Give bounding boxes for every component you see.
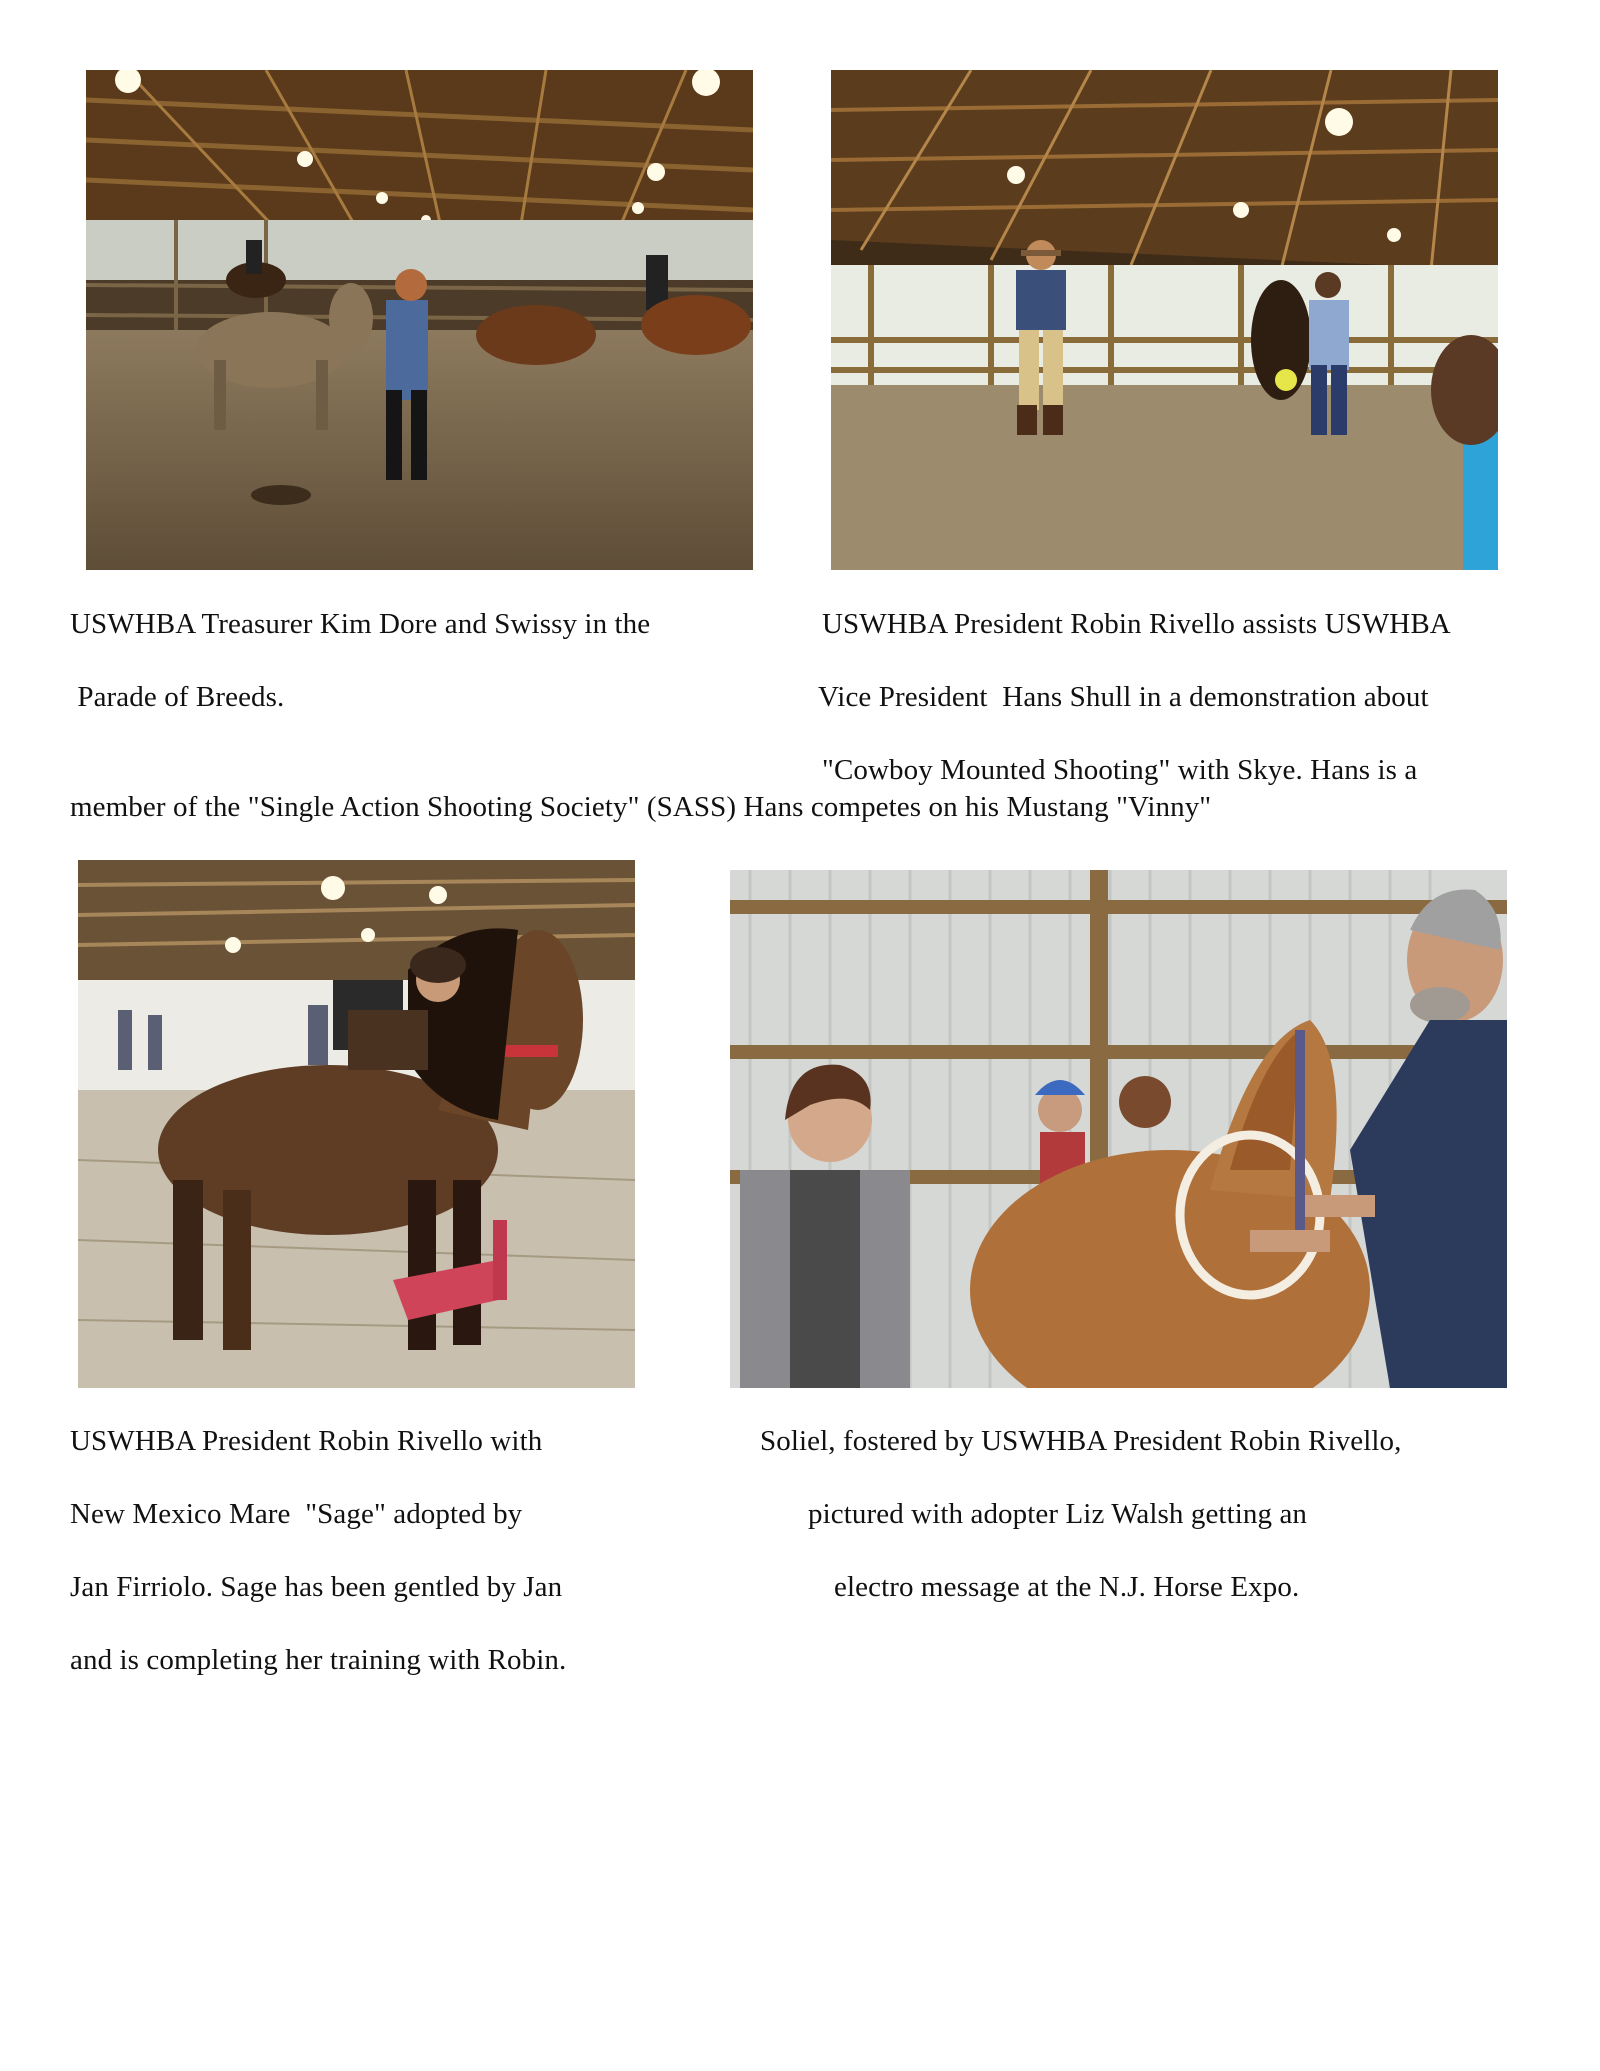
- caption-bottom-left-line-3: Jan Firriolo. Sage has been gentled by Jan: [70, 1571, 563, 1603]
- photo-soliel-liz-walsh: [730, 870, 1507, 1388]
- caption-full-width-line: member of the "Single Action Shooting Society" (SASS) Hans competes on his Mustang "Vinny": [70, 791, 1212, 823]
- photo-kim-dore-swissy: [86, 70, 753, 570]
- caption-top-right-line-1: USWHBA President Robin Rivello assists USWHBA: [822, 608, 1451, 640]
- caption-top-right-line-3: "Cowboy Mounted Shooting" with Skye. Hans is a: [822, 754, 1418, 786]
- photo-robin-with-sage: [78, 860, 635, 1388]
- caption-top-right-line-2: Vice President Hans Shull in a demonstration about: [818, 681, 1429, 713]
- caption-bottom-right-line-3: electro message at the N.J. Horse Expo.: [834, 1571, 1300, 1603]
- caption-bottom-left-line-2: New Mexico Mare "Sage" adopted by: [70, 1498, 523, 1530]
- caption-bottom-right-line-2: pictured with adopter Liz Walsh getting an: [808, 1498, 1308, 1530]
- caption-bottom-left-line-1: USWHBA President Robin Rivello with: [70, 1425, 543, 1457]
- caption-bottom-left-line-4: and is completing her training with Robin.: [70, 1644, 567, 1676]
- caption-bottom-right-line-1: Soliel, fostered by USWHBA President Robin Rivello,: [760, 1425, 1402, 1457]
- caption-top-left-line-2: Parade of Breeds.: [70, 681, 285, 713]
- photo-robin-hans-demonstration: [831, 70, 1498, 570]
- caption-top-left-line-1: USWHBA Treasurer Kim Dore and Swissy in the: [70, 608, 651, 640]
